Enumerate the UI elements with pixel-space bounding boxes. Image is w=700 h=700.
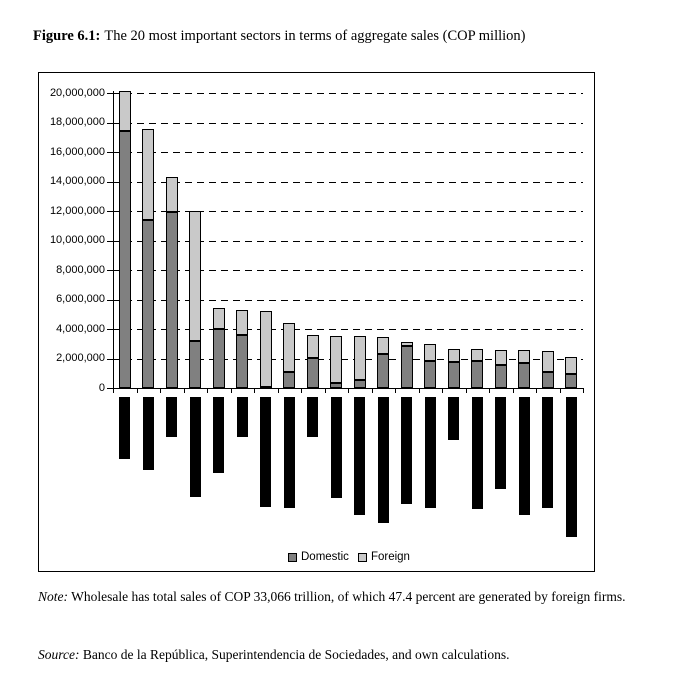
legend-label-foreign: Foreign <box>370 551 410 563</box>
figure-title-text: The 20 most important sectors in terms of aggregate sales (COP million) <box>104 28 526 44</box>
legend-item-foreign <box>358 551 410 563</box>
y-tick-label: 10,000,000 <box>49 234 105 246</box>
legend-swatch-foreign-icon <box>358 553 367 562</box>
legend-swatch-domestic-icon <box>288 553 297 562</box>
y-tick-label: 18,000,000 <box>49 116 105 128</box>
source-label: Source: <box>38 647 80 662</box>
note-label: Note: <box>38 589 68 604</box>
y-tick-label: 16,000,000 <box>49 145 105 158</box>
y-tick-label: 14,000,000 <box>49 175 105 187</box>
y-tick-label: 8,000,000 <box>56 263 105 276</box>
chart-legend <box>288 551 410 563</box>
y-tick-label: 2,000,000 <box>56 352 105 364</box>
chart-frame <box>38 72 595 572</box>
y-tick-label: 0 <box>98 381 105 394</box>
legend-label-domestic: Domestic <box>301 551 349 563</box>
y-tick-label: 6,000,000 <box>56 293 105 305</box>
figure-note <box>38 588 675 607</box>
legend-item-domestic <box>288 551 349 563</box>
figure-title <box>33 28 673 45</box>
note-text: Wholesale has total sales of COP 33,066 trillion, of which 47.4 percent are generated by foreign firms. <box>71 589 626 604</box>
y-tick-label: 4,000,000 <box>56 322 105 335</box>
y-tick-label: 12,000,000 <box>49 204 105 217</box>
figure-source <box>38 646 675 665</box>
source-text: Banco de la República, Superintendencia de Sociedades, and own calculations. <box>82 647 510 662</box>
y-tick-label: 20,000,000 <box>49 86 105 99</box>
figure-number-label: Figure 6.1: <box>33 28 101 44</box>
